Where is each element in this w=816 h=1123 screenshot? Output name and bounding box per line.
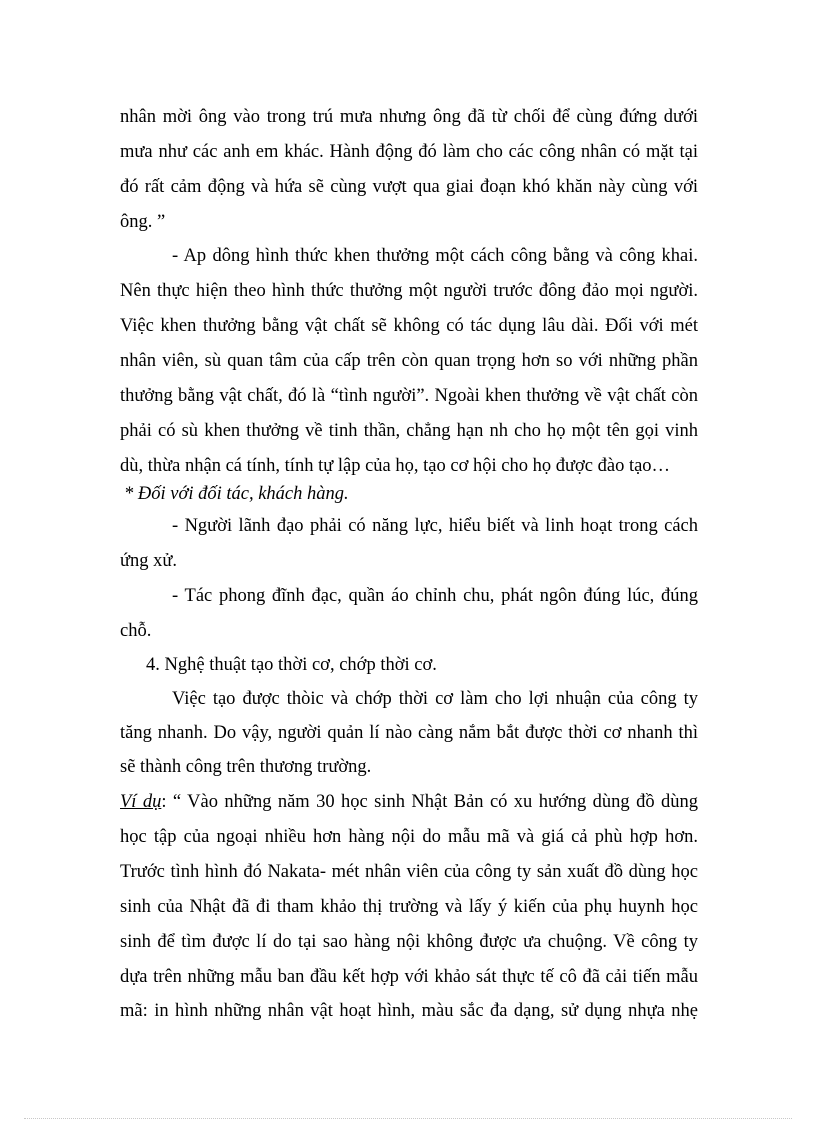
paragraph-line: sẽ thành công trên thương trường. (120, 757, 372, 777)
paragraph-line: dựa trên những mẫu ban đầu kết hợp với khảo sát thực tế cô đã cải tiến mẫu (120, 967, 698, 987)
paragraph-line: Việc khen thưởng bằng vật chất sẽ không có tác dụng lâu dài. Đối với mét (120, 316, 698, 336)
paragraph-line: - Người lãnh đạo phải có năng lực, hiểu biết và linh hoạt trong cách (172, 516, 698, 536)
paragraph-line: nhân mời ông vào trong trú mưa nhưng ông đã từ chối để cùng đứng dưới (120, 107, 698, 127)
paragraph-line: sinh của Nhật đã đi tham khảo thị trường và lấy ý kiến của phụ huynh học (120, 897, 698, 917)
paragraph-line: chỗ. (120, 621, 152, 641)
paragraph-line: dù, thừa nhận cá tính, tính tự lập của họ, tạo cơ hội cho họ được đào tạo… (120, 456, 671, 476)
paragraph-line: học tập của ngoại nhiều hơn hàng nội do mẫu mã và giá cả phù hợp hơn. (120, 827, 698, 847)
paragraph-line: thưởng bằng vật chất, đó là “tình người”. Ngoài khen thưởng về vật chất còn (120, 386, 698, 406)
example-line (120, 791, 698, 813)
paragraph-line: phải có sù khen thưởng về tinh thần, chẳng hạn nh cho họ một tên gọi vinh (120, 421, 698, 441)
page-bottom-rule (24, 1118, 792, 1119)
paragraph-line: ứng xử. (120, 551, 178, 571)
section-heading: 4. Nghệ thuật tạo thời cơ, chớp thời cơ. (146, 655, 437, 675)
paragraph-line: mã: in hình những nhân vật hoạt hình, màu sắc đa dạng, sử dụng nhựa nhẹ (120, 1001, 698, 1021)
paragraph-line: - Ap dông hình thức khen thưởng một cách công bằng và công khai. (172, 246, 698, 266)
paragraph-line: mưa như các anh em khác. Hành động đó làm cho các công nhân có mặt tại (120, 142, 698, 162)
paragraph-line: tăng nhanh. Do vậy, người quản lí nào càng nắm bắt được thời cơ nhanh thì (120, 723, 698, 743)
paragraph-line: Nên thực hiện theo hình thức thưởng một người trước đông đảo mọi người. (120, 281, 698, 301)
paragraph-line: đó rất cảm động và hứa sẽ cùng vượt qua giai đoạn khó khăn này cùng với (120, 177, 698, 197)
example-text: : “ Vào những năm 30 học sinh Nhật Bản có xu hướng dùng đồ dùng (161, 792, 698, 812)
paragraph-line: Việc tạo được thòic và chớp thời cơ làm cho lợi nhuận của công ty (172, 689, 698, 709)
paragraph-line: - Tác phong đĩnh đạc, quần áo chỉnh chu, phát ngôn đúng lúc, đúng (172, 586, 698, 606)
paragraph-line: Trước tình hình đó Nakata- mét nhân viên của công ty sản xuất đồ dùng học (120, 862, 698, 882)
paragraph-line: ông. ” (120, 212, 166, 232)
paragraph-line: nhân viên, sù quan tâm của cấp trên còn quan trọng hơn so với những phần (120, 351, 698, 371)
paragraph-line: sinh để tìm được lí do tại sao hàng nội không được ưa chuộng. Về công ty (120, 932, 698, 952)
example-label: Ví dụ (120, 792, 162, 812)
section-heading: * Đối với đối tác, khách hàng. (124, 484, 349, 504)
